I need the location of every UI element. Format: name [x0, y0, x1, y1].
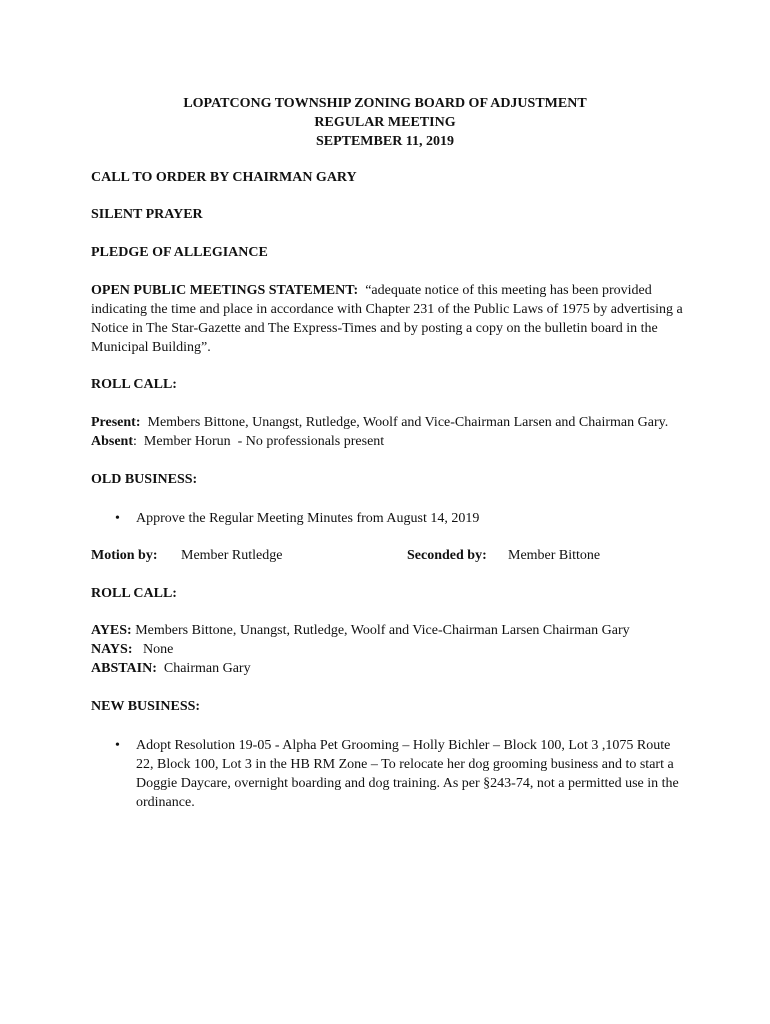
motion-label: Motion by: — [91, 548, 158, 563]
new-business-heading: NEW BUSINESS: — [91, 699, 201, 714]
silent-prayer-heading: SILENT PRAYER — [91, 207, 203, 222]
opma-line-1: “adequate notice of this meeting has been provided — [365, 283, 652, 298]
roll-call-heading: ROLL CALL: — [91, 377, 177, 392]
document-header — [0, 94, 770, 151]
motion-row — [0, 546, 770, 565]
header-subtitle: REGULAR MEETING — [314, 115, 456, 130]
old-business-heading: OLD BUSINESS: — [91, 472, 198, 487]
opma-line-3: Notice in The Star-Gazette and The Express-Times and by posting a copy on the bulletin board in the — [91, 321, 658, 336]
roll-call-heading-2: ROLL CALL: — [91, 586, 177, 601]
bullet-icon: • — [115, 511, 120, 526]
new-item-line-4: ordinance. — [136, 795, 195, 810]
nays-text: None — [143, 642, 174, 657]
abstain-label: ABSTAIN: — [91, 661, 157, 676]
ayes-label: AYES: — [91, 623, 132, 638]
abstain-text: Chairman Gary — [163, 661, 251, 676]
attendance — [91, 413, 711, 451]
old-business-item-text: Approve the Regular Meeting Minutes from August 14, 2019 — [136, 511, 480, 526]
header-title: LOPATCONG TOWNSHIP ZONING BOARD OF ADJUSTMENT — [183, 96, 587, 111]
call-to-order-heading: CALL TO ORDER BY CHAIRMAN GARY — [91, 170, 357, 185]
vote-results — [91, 621, 711, 678]
opma-line-2: indicating the time and place in accordance with Chapter 231 of the Public Laws of 1975 by advertising a — [91, 302, 683, 317]
absent-text: : Member Horun - No professionals present — [133, 434, 385, 449]
new-item-line-2: 22, Block 100, Lot 3 in the HB RM Zone – To relocate her dog grooming business and to start a — [136, 757, 674, 772]
seconded-value: Member Bittone — [508, 548, 601, 563]
opma-label: OPEN PUBLIC MEETINGS STATEMENT: — [91, 283, 359, 298]
header-date: SEPTEMBER 11, 2019 — [315, 134, 455, 149]
nays-label: NAYS: — [91, 642, 133, 657]
new-item-line-1: Adopt Resolution 19-05 - Alpha Pet Grooming – Holly Bichler – Block 100, Lot 3 ,1075 Route — [136, 738, 671, 753]
ayes-text: Members Bittone, Unangst, Rutledge, Woolf and Vice-Chairman Larsen Chairman Gary — [135, 623, 630, 638]
new-business-item-text — [136, 736, 696, 812]
opma-statement — [91, 281, 701, 357]
seconded-label: Seconded by: — [407, 548, 487, 563]
pledge-heading: PLEDGE OF ALLEGIANCE — [91, 245, 268, 260]
absent-label: Absent — [91, 434, 134, 449]
opma-line-4: Municipal Building”. — [91, 340, 211, 355]
present-label: Present: — [91, 415, 141, 430]
old-business-item — [0, 509, 770, 528]
new-business-item — [0, 736, 770, 816]
bullet-icon: • — [115, 738, 120, 753]
present-text: Members Bittone, Unangst, Rutledge, Woolf and Vice-Chairman Larsen and Chairman Gary. — [147, 415, 669, 430]
motion-value: Member Rutledge — [181, 548, 283, 563]
new-item-line-3: Doggie Daycare, overnight boarding and dog training. As per §243-74, not a permitted use in the — [136, 776, 679, 791]
